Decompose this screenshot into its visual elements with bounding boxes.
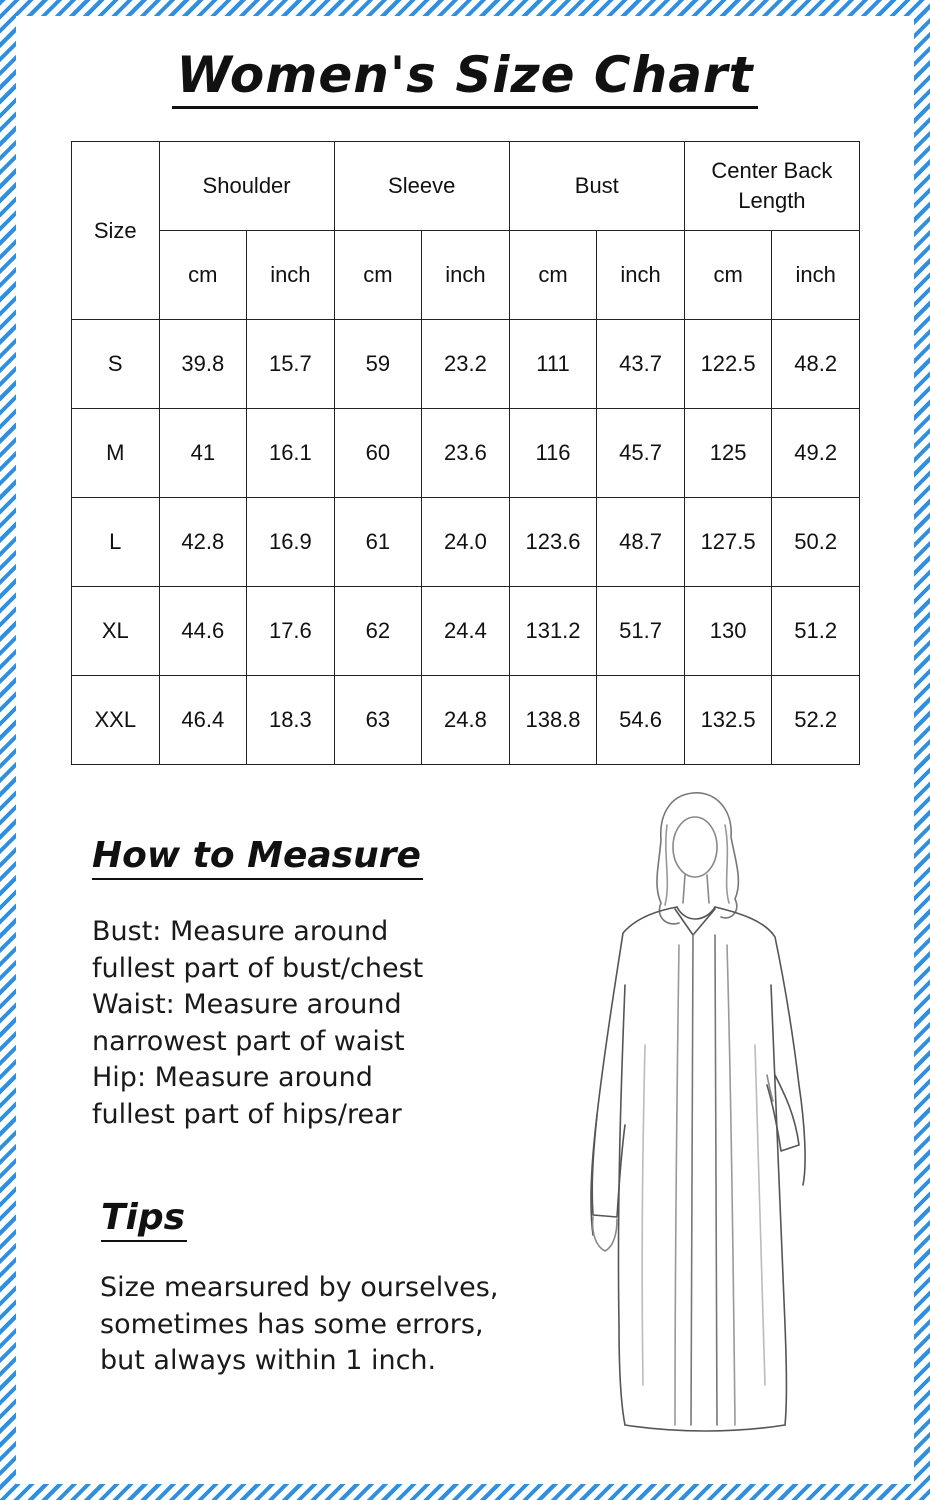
measurement-cell: 16.1 [247,409,335,498]
measurement-cell: 43.7 [597,320,685,409]
measurement-cell: 52.2 [772,676,860,765]
measurement-cell: 18.3 [247,676,335,765]
measurement-cell: 48.7 [597,498,685,587]
measurement-cell: 49.2 [772,409,860,498]
measure-line: fullest part of hips/rear [92,1098,402,1130]
tips-line: sometimes has some errors, [100,1308,484,1340]
group-header-sleeve: Sleeve [334,142,509,231]
measurement-cell: 24.0 [422,498,510,587]
measure-line: Hip: Measure around [92,1062,373,1093]
how-to-measure-text [92,914,423,1133]
unit-header: inch [247,231,335,320]
size-cell: XXL [72,676,160,765]
measure-line: Waist: Measure around [92,989,402,1020]
table-row [72,320,860,409]
unit-header: inch [422,231,510,320]
tips-heading: Tips [101,1196,187,1242]
unit-header: cm [334,231,422,320]
page-title [0,46,930,104]
measurement-cell: 15.7 [247,320,335,409]
center-back-length-label: Center Back Length [711,158,833,213]
group-header-shoulder: Shoulder [159,142,334,231]
measure-line: fullest part of bust/chest [92,952,424,984]
page-title-text: Women's Size Chart [172,46,757,109]
measurement-cell: 41 [159,409,247,498]
measurement-cell: 122.5 [684,320,772,409]
size-cell: M [72,409,160,498]
group-header-bust: Bust [509,142,684,231]
unit-header: cm [509,231,597,320]
group-header-center-back-length [684,142,859,231]
unit-header: inch [772,231,860,320]
size-cell: S [72,320,160,409]
tips-text [100,1270,498,1380]
unit-header: inch [597,231,685,320]
measurement-cell: 16.9 [247,498,335,587]
measurement-cell: 23.2 [422,320,510,409]
unit-header: cm [159,231,247,320]
measurement-cell: 63 [334,676,422,765]
table-row [72,676,860,765]
measurement-cell: 138.8 [509,676,597,765]
measurement-cell: 17.6 [247,587,335,676]
measurement-cell: 132.5 [684,676,772,765]
tips-line: but always within 1 inch. [100,1345,437,1376]
size-cell: L [72,498,160,587]
size-column-header: Size [72,142,160,320]
size-rows [72,320,860,765]
tips-line: Size mearsured by ourselves, [100,1272,499,1303]
table-row [72,498,860,587]
how-to-measure-heading: How to Measure [92,834,423,880]
table-row [72,409,860,498]
measurement-cell: 51.7 [597,587,685,676]
table-row [72,587,860,676]
measurement-cell: 23.6 [422,409,510,498]
table-units-row [72,231,860,320]
measurement-cell: 123.6 [509,498,597,587]
measurement-cell: 46.4 [159,676,247,765]
measurement-cell: 61 [334,498,422,587]
measurement-cell: 42.8 [159,498,247,587]
measurement-cell: 50.2 [772,498,860,587]
unit-header: cm [684,231,772,320]
size-cell: XL [72,587,160,676]
measurement-cell: 116 [509,409,597,498]
measure-line: Bust: Measure around [92,916,389,947]
measurement-cell: 24.4 [422,587,510,676]
measurement-cell: 39.8 [159,320,247,409]
measure-line: narrowest part of waist [92,1025,405,1057]
measurement-cell: 44.6 [159,587,247,676]
measurement-cell: 51.2 [772,587,860,676]
measurement-cell: 130 [684,587,772,676]
measurement-cell: 54.6 [597,676,685,765]
measurement-cell: 24.8 [422,676,510,765]
table-header-row [72,142,860,231]
measurement-cell: 111 [509,320,597,409]
woman-in-long-coat-sketch-icon [575,785,825,1435]
measurement-cell: 62 [334,587,422,676]
measurement-cell: 131.2 [509,587,597,676]
measurement-cell: 60 [334,409,422,498]
measurement-cell: 127.5 [684,498,772,587]
measurement-cell: 125 [684,409,772,498]
measurement-cell: 59 [334,320,422,409]
measurement-cell: 45.7 [597,409,685,498]
measurement-cell: 48.2 [772,320,860,409]
size-table [71,141,860,765]
